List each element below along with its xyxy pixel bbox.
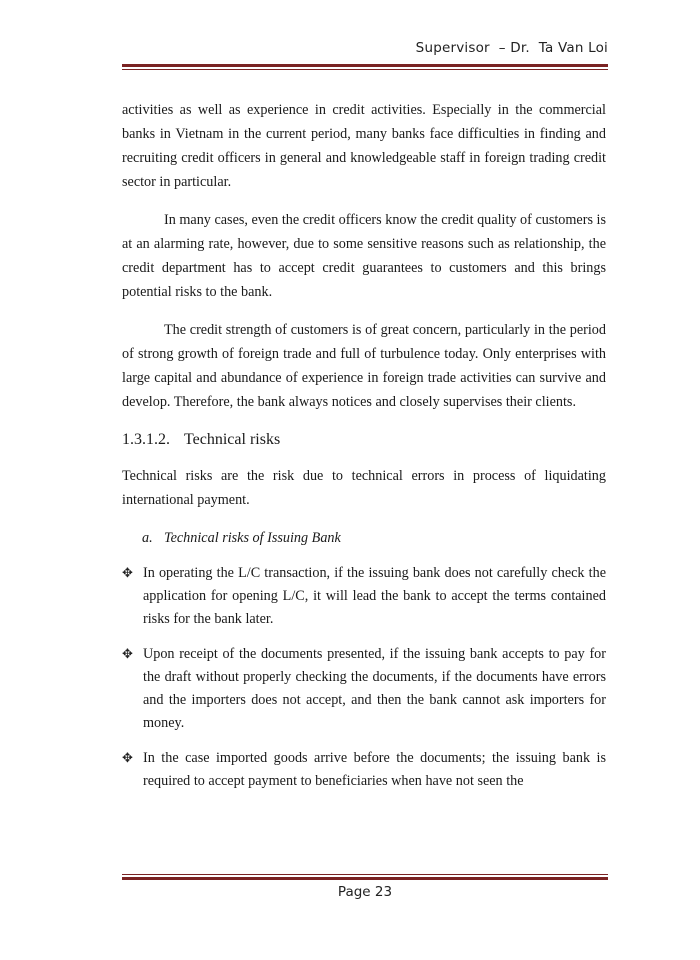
paragraph: activities as well as experience in credit activities. Especially in the commercial banks in Vietnam in the current period, many banks face difficulties in finding and recruiting credit officers in general and knowledgeable staff in foreign trading credit sector in particular. — [122, 102, 606, 190]
running-header: Supervisor – Dr. Ta Van Loi — [415, 40, 608, 56]
section-number: 1.3.1.2. — [122, 431, 170, 448]
header-rule — [122, 64, 608, 70]
page-number: Page 23 — [337, 884, 393, 900]
diamond-bullet-icon: ✥ — [122, 566, 133, 581]
paragraph: The credit strength of customers is of great concern, particularly in the period of strong growth of foreign trade and full of turbulence today. Only enterprises with large capital and abundance of experience in foreign trade activities can survive and develop. Therefore, the bank always notices and closely supervises their clients. — [122, 322, 606, 410]
diamond-bullet-icon: ✥ — [122, 751, 133, 766]
subsection-title: Technical risks of Issuing Bank — [164, 530, 341, 546]
diamond-bullet-icon: ✥ — [122, 647, 133, 662]
section-title: Technical risks — [184, 431, 281, 448]
bullet-text: In operating the L/C transaction, if the issuing bank does not carefully check the application for opening L/C, it will lead the bank to accept the terms contained risks for the bank later. — [143, 565, 606, 627]
page-body — [122, 98, 606, 805]
section-intro: Technical risks are the risk due to technical errors in process of liquidating international payment. — [122, 468, 606, 508]
bullet-item — [122, 562, 606, 631]
bullet-item — [122, 643, 606, 735]
subsection-letter: a. — [142, 530, 153, 546]
bullet-text: Upon receipt of the documents presented, if the issuing bank accepts to pay for the draft without properly checking the documents, if the documents have errors and the importers does not accept, and then the bank cannot ask importers for money. — [143, 646, 606, 731]
subsection-heading — [142, 526, 606, 550]
bullet-text: In the case imported goods arrive before the documents; the issuing bank is required to accept payment to beneficiaries when have not seen the — [143, 750, 606, 789]
section-heading — [122, 428, 606, 452]
paragraph: In many cases, even the credit officers know the credit quality of customers is at an alarming rate, however, due to some sensitive reasons such as relationship, the credit department has to accept credit guarantees to customers and this brings potential risks to the bank. — [122, 212, 606, 300]
footer-rule — [122, 874, 608, 880]
bullet-item — [122, 747, 606, 793]
